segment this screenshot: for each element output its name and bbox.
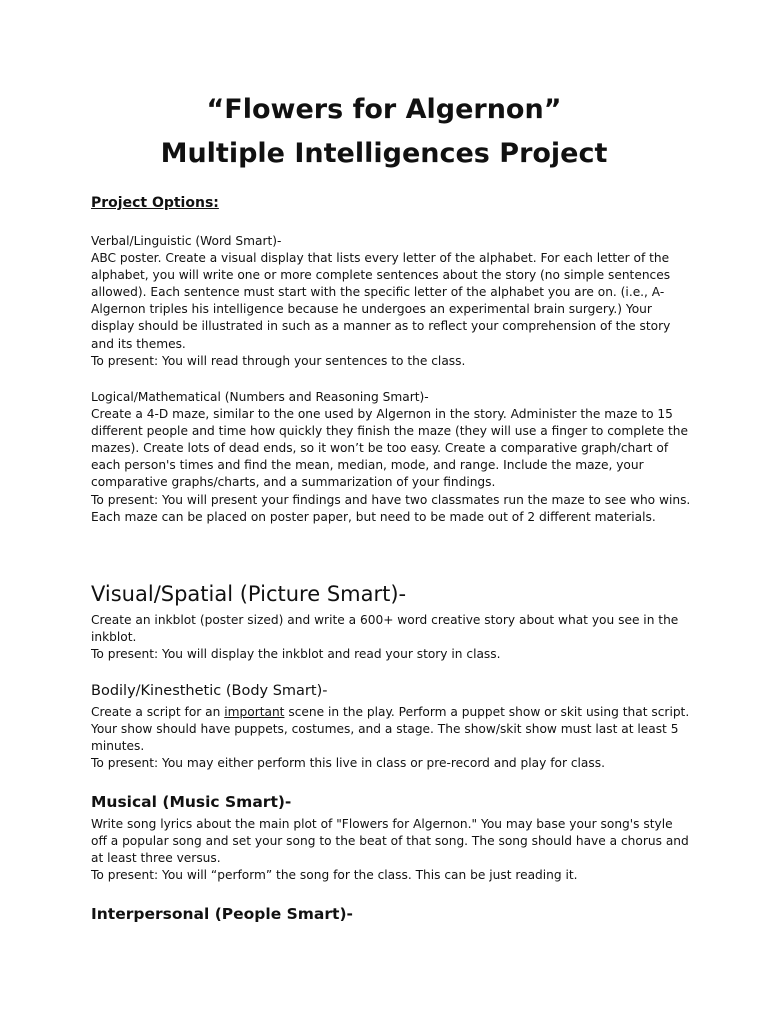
visual-body: Create an inkblot (poster sized) and write a 600+ word creative story about what you see in the inkblot. (91, 613, 679, 645)
verbal-heading: Verbal/Linguistic (Word Smart)- (91, 234, 282, 248)
visual-heading: Visual/Spatial (Picture Smart)- (91, 582, 407, 606)
bodily-heading: Bodily/Kinesthetic (Body Smart)- (91, 683, 328, 699)
bodily-body (91, 704, 691, 755)
visual-section (91, 612, 691, 663)
musical-heading: Musical (Music Smart)- (91, 793, 292, 811)
musical-section (91, 816, 691, 884)
verbal-body: ABC poster. Create a visual display that lists every letter of the alphabet. For each letter of the alphabet, you will write one or more complete sentences about the story (no simple sentences allowed). Each sentence must start with the specific letter of the alphabet you are on. (i.e., A- Algernon triples his intelligence because he undergoes an experimental brain surgery.) Your display should be illustrated in such as a manner as to reflect your comprehension of the story and its themes. (91, 251, 671, 351)
bodily-body-post: scene in the play. Perform a puppet show or skit using that script. Your show should have puppets, costumes, and a stage. The show/skit show must last at least 5 minutes. (91, 705, 690, 754)
verbal-present: To present: You will read through your sentences to the class. (91, 353, 466, 368)
logical-section (91, 389, 691, 526)
project-options-heading: Project Options: (91, 195, 219, 211)
logical-body: Create a 4-D maze, similar to the one used by Algernon in the story. Administer the maze to 15 different people and time how quickly they finish the maze (they will use a finger to complete the mazes). Create lots of dead ends, so it won’t be too easy. Create a comparative graph/chart of each person's times and find the mean, median, mode, and range. Include the maze, your comparative graphs/charts, and a summarization of your findings. (91, 407, 689, 490)
bodily-section (91, 704, 691, 772)
musical-present: To present: You will “perform” the song for the class. This can be just reading it. (91, 868, 578, 883)
bodily-body-emphasis: important (224, 705, 285, 719)
logical-heading: Logical/Mathematical (Numbers and Reasoning Smart)- (91, 390, 429, 404)
visual-present: To present: You will display the inkblot and read your story in class. (91, 647, 501, 662)
musical-body: Write song lyrics about the main plot of "Flowers for Algernon." You may base your song's style off a popular song and set your song to the beat of that song. The song should have a chorus and at least three versus. (91, 817, 689, 866)
verbal-section (91, 233, 691, 370)
logical-present: To present: You will present your findings and have two classmates run the maze to see who wins. Each maze can be placed on poster paper, but need to be made out of 2 different materials. (91, 492, 691, 524)
title-line-1: “Flowers for Algernon” (206, 94, 562, 125)
title-line-2: Multiple Intelligences Project (160, 138, 608, 169)
bodily-present: To present: You may either perform this live in class or pre-record and play for class. (91, 756, 605, 771)
interpersonal-heading: Interpersonal (People Smart)- (91, 905, 353, 923)
bodily-body-pre: Create a script for an (91, 705, 225, 719)
